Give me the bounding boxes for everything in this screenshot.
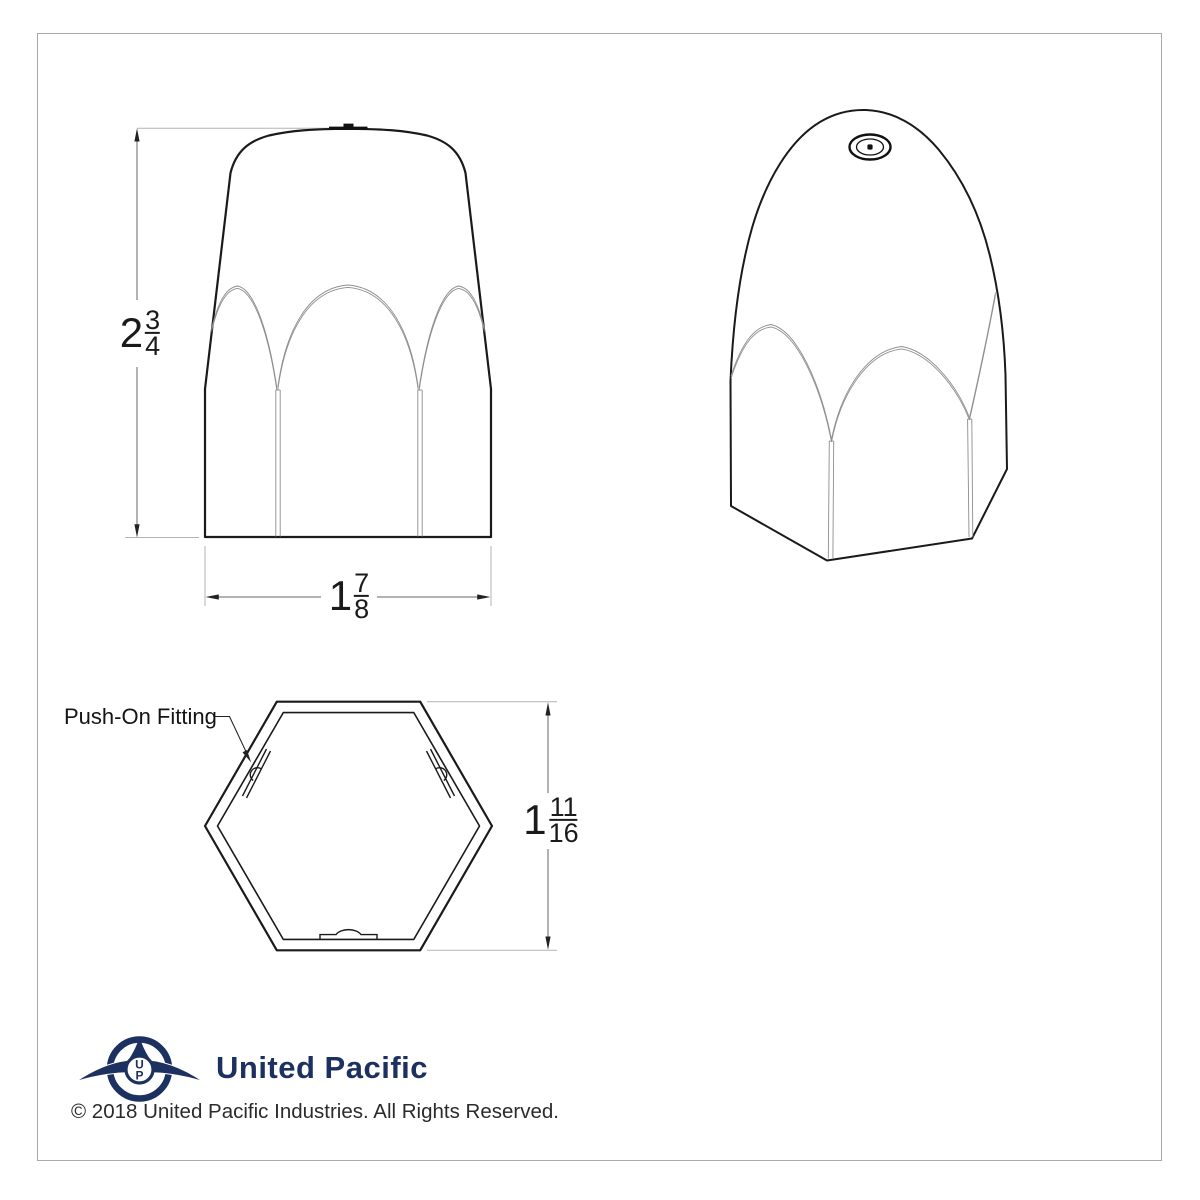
dimension-denominator: 4 bbox=[145, 331, 161, 361]
push-on-fitting-leader bbox=[214, 717, 251, 763]
brand-name: United Pacific bbox=[216, 1050, 428, 1085]
dimension-numerator: 3 bbox=[145, 304, 161, 335]
dimension-denominator: 16 bbox=[548, 818, 579, 848]
bottom-view-drawing bbox=[205, 702, 557, 951]
dimension-whole: 1 bbox=[523, 796, 547, 843]
perspective-top-fitting bbox=[850, 135, 891, 160]
united-pacific-logo-icon bbox=[76, 1037, 203, 1099]
dimension-numerator: 7 bbox=[354, 567, 370, 598]
dimension-front-width bbox=[326, 567, 372, 624]
push-on-fitting-label: Push-On Fitting bbox=[64, 704, 217, 729]
copyright-text: © 2018 United Pacific Industries. All Rights Reserved. bbox=[71, 1100, 559, 1123]
hex-outer-outline bbox=[205, 702, 492, 951]
dimension-whole: 2 bbox=[119, 309, 144, 356]
dimension-whole: 1 bbox=[328, 572, 353, 619]
front-view-outline bbox=[205, 129, 491, 537]
dimension-hex-across-flats bbox=[520, 791, 581, 848]
logo-monogram-p: P bbox=[135, 1068, 144, 1083]
front-view-drawing bbox=[125, 124, 491, 606]
dimension-front-height bbox=[117, 304, 163, 361]
perspective-outline bbox=[731, 110, 1008, 561]
dimension-denominator: 8 bbox=[354, 594, 370, 624]
front-top-fitting-tab bbox=[329, 124, 368, 130]
dimension-numerator: 11 bbox=[549, 791, 578, 822]
perspective-view-drawing bbox=[731, 110, 1008, 561]
logo-monogram-u: U bbox=[135, 1057, 144, 1072]
